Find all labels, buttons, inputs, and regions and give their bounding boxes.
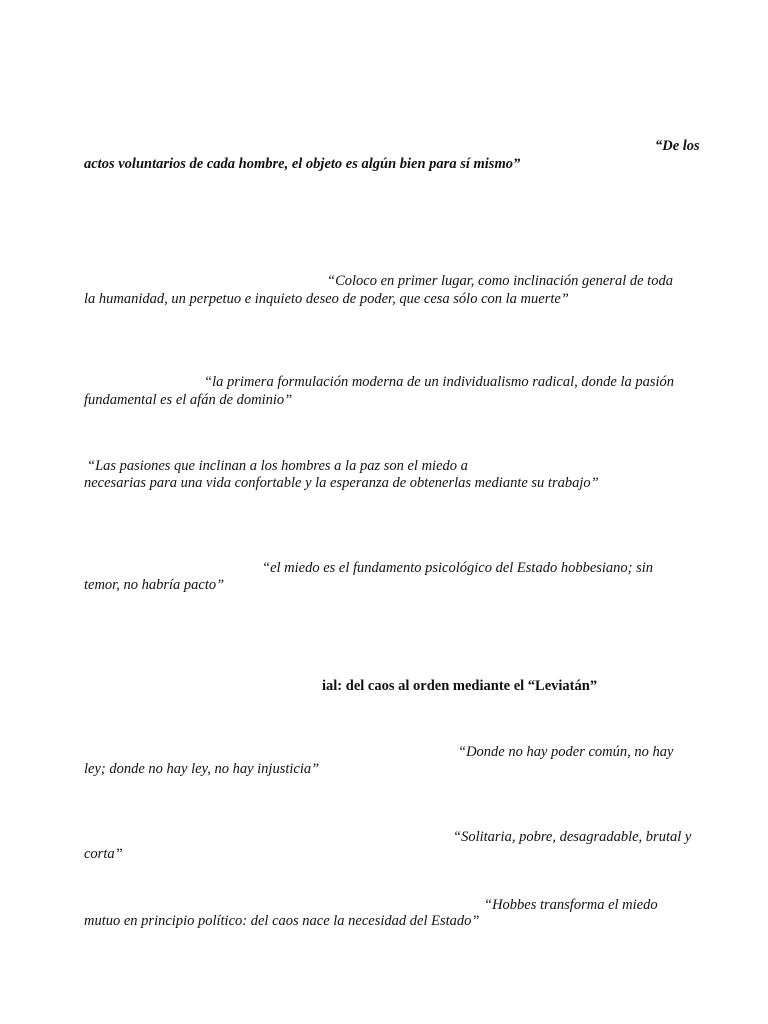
quote-8-line-2: mutuo en principio político: del caos nace la necesidad del Estado”: [84, 913, 480, 929]
quote-2-line-2: la humanidad, un perpetuo e inquieto deseo de poder, que cesa sólo con la muerte”: [84, 291, 569, 307]
quote-2-line-1: “Coloco en primer lugar, como inclinación general de toda: [327, 273, 673, 289]
quote-3-line-2: fundamental es el afán de dominio”: [84, 392, 293, 408]
quote-3-line-1: “la primera formulación moderna de un individualismo radical, donde la pasión: [204, 374, 675, 390]
quote-6-line-1: “Donde no hay poder común, no hay: [458, 744, 674, 760]
quote-5-line-1: “el miedo es el fundamento psicológico del Estado hobbesiano; sin: [262, 560, 654, 576]
quote-8-line-1: “Hobbes transforma el miedo: [484, 897, 658, 913]
quote-1-line-1: “De los: [655, 138, 700, 154]
quote-7-line-1: “Solitaria, pobre, desagradable, brutal y: [453, 829, 692, 845]
quote-4-line-1: “Las pasiones que inclinan a los hombres a la paz son el miedo a: [87, 458, 468, 474]
quote-5-line-2: temor, no habría pacto”: [84, 577, 225, 593]
quote-1-line-2: actos voluntarios de cada hombre, el objeto es algún bien para sí mismo”: [84, 156, 521, 172]
quote-4-line-2: necesarias para una vida confortable y la esperanza de obtenerlas mediante su trabajo”: [84, 475, 599, 491]
quote-7-line-2: corta”: [84, 846, 123, 862]
section-heading: ial: del caos al orden mediante el “Leviatán”: [322, 678, 598, 694]
quote-6-line-2: ley; donde no hay ley, no hay injusticia”: [84, 761, 320, 777]
